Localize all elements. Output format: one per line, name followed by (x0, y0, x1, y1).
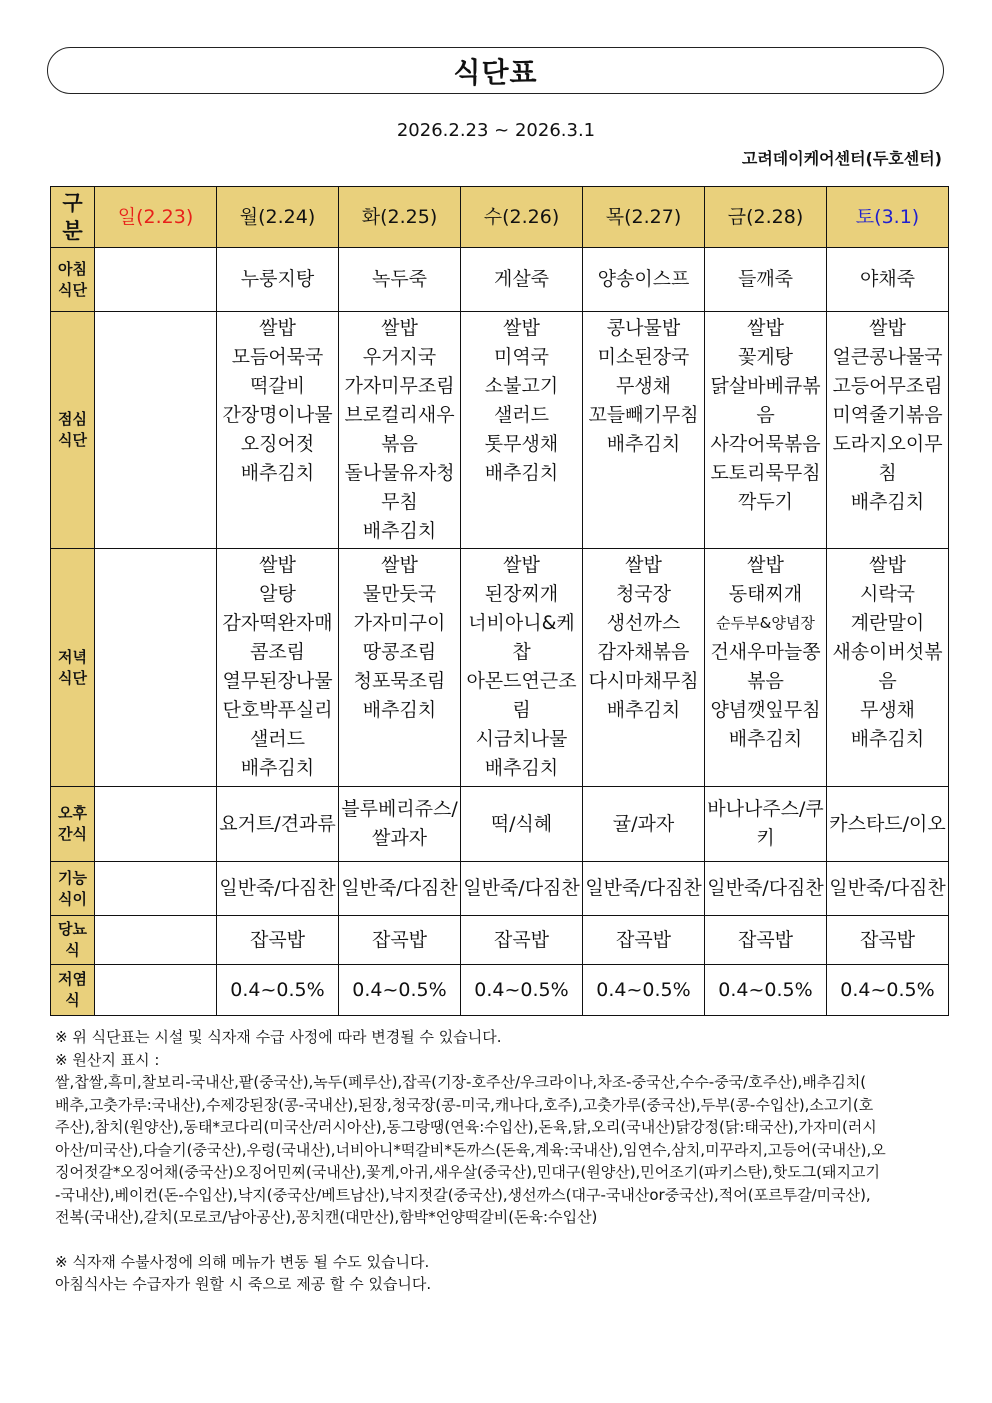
menu-item: 알탕 (259, 583, 296, 605)
menu-item: 물만둣국 (362, 583, 437, 605)
menu-item: 쌀밥 (503, 554, 540, 576)
menu-item: 미역줄기볶음 (832, 404, 943, 426)
dinner-cell (339, 549, 461, 787)
menu-item: 쌀밥 (503, 317, 540, 339)
menu-item: 음 (756, 404, 775, 426)
menu-item: 쌀밥 (869, 554, 906, 576)
menu-item: 쌀밥 (747, 554, 784, 576)
lunch-cell (461, 312, 583, 549)
dinner-cell (95, 549, 217, 787)
supply-notice: ※ 식자재 수불사정에 의해 메뉴가 변동 될 수도 있습니다. (55, 1252, 430, 1271)
menu-item: 무생채 (615, 375, 672, 397)
snack-item: 바나나주스/쿠 (707, 798, 824, 820)
row-breakfast (51, 248, 949, 312)
menu-item: 순두부&양념장 (716, 614, 815, 632)
diabetic-cell: 잡곡밥 (705, 916, 827, 965)
snack-cell (95, 787, 217, 862)
breakfast-cell: 게살죽 (461, 248, 583, 312)
menu-item: 꼬들빼기무침 (588, 404, 699, 426)
menu-item: 배추김치 (850, 491, 925, 513)
row-label-texture-diet: 기능 식이 (51, 862, 95, 916)
breakfast-cell: 녹두죽 (339, 248, 461, 312)
menu-item: 계란말이 (850, 612, 925, 634)
menu-item: 배추김치 (606, 699, 681, 721)
row-snack (51, 787, 949, 862)
menu-item: 모듬어묵국 (231, 346, 324, 368)
lunch-cell (705, 312, 827, 549)
menu-item: 닭살바베큐볶 (710, 375, 821, 397)
menu-item: 브로컬리새우 (344, 404, 455, 426)
menu-item: 가자미무조림 (344, 375, 455, 397)
day-header-fri: 금(2.28) (705, 187, 827, 248)
menu-item: 새송이버섯볶 (832, 641, 943, 663)
corner-label (51, 187, 95, 248)
spacer (55, 1229, 945, 1251)
menu-item: 된장찌개 (484, 583, 559, 605)
snack-item: 쌀과자 (371, 827, 428, 849)
snack-cell (461, 787, 583, 862)
texture-cell: 일반죽/다짐찬 (217, 862, 339, 916)
menu-item: 볶음 (747, 670, 784, 692)
day-header-wed: 수(2.26) (461, 187, 583, 248)
breakfast-cell: 누룽지탕 (217, 248, 339, 312)
menu-item: 콤조림 (249, 641, 306, 663)
menu-item: 돌나물유자청 (344, 462, 455, 484)
low-sodium-cell (95, 965, 217, 1016)
snack-cell (217, 787, 339, 862)
menu-item: 건새우마늘쫑 (710, 641, 821, 663)
low-sodium-cell: 0.4~0.5% (339, 965, 461, 1016)
breakfast-notice: 아침식사는 수급자가 원할 시 죽으로 제공 할 수 있습니다. (55, 1275, 432, 1293)
menu-period: 2026.2.23 ~ 2026.3.1 (396, 120, 596, 141)
texture-cell (95, 862, 217, 916)
row-label-snack: 오후 간식 (51, 787, 95, 862)
menu-item: 다시마채무침 (588, 670, 699, 692)
texture-cell: 일반죽/다짐찬 (705, 862, 827, 916)
texture-cell: 일반죽/다짐찬 (339, 862, 461, 916)
snack-cell (339, 787, 461, 862)
menu-item: 찹 (512, 641, 531, 663)
page-title: 식단표 (453, 55, 538, 89)
snack-cell (827, 787, 949, 862)
menu-item: 청포묵조림 (353, 670, 446, 692)
diabetic-cell: 잡곡밥 (461, 916, 583, 965)
row-label-dinner: 저녁 식단 (51, 549, 95, 787)
diabetic-cell (95, 916, 217, 965)
menu-item: 너비아니&케 (468, 612, 575, 634)
snack-item: 키 (756, 827, 775, 849)
lunch-cell (95, 312, 217, 549)
menu-item: 볶음 (381, 433, 418, 455)
diabetic-cell: 잡곡밥 (339, 916, 461, 965)
snack-item: 카스타드/이오 (829, 812, 946, 835)
menu-item: 음 (878, 670, 897, 692)
row-dinner (51, 549, 949, 787)
menu-item: 배추김치 (606, 433, 681, 455)
menu-item: 소불고기 (484, 375, 559, 397)
low-sodium-cell: 0.4~0.5% (583, 965, 705, 1016)
row-label-diabetic: 당뇨 식 (51, 916, 95, 965)
menu-item: 배추김치 (240, 462, 315, 484)
menu-item: 간장명이나물 (222, 404, 333, 426)
texture-cell: 일반죽/다짐찬 (827, 862, 949, 916)
menu-item: 열무된장나물 (222, 670, 333, 692)
row-label-lunch: 점심 식단 (51, 312, 95, 549)
menu-item: 도토리묵무침 (710, 462, 821, 484)
dinner-cell (217, 549, 339, 787)
menu-item: 고등어무조림 (832, 375, 943, 397)
snack-item: 귤/과자 (612, 812, 675, 835)
menu-item: 쌀밥 (747, 317, 784, 339)
snack-cell (583, 787, 705, 862)
day-header-sun: 일(2.23) (95, 187, 217, 248)
menu-item: 감자떡완자매 (222, 612, 333, 634)
diabetic-cell: 잡곡밥 (217, 916, 339, 965)
snack-item: 떡/식혜 (490, 812, 553, 835)
menu-item: 쌀밥 (381, 554, 418, 576)
menu-item: 떡갈비 (249, 375, 306, 397)
menu-item: 땅콩조림 (362, 641, 437, 663)
menu-item: 톳무생채 (484, 433, 559, 455)
menu-item: 쌀밥 (259, 317, 296, 339)
dinner-cell (583, 549, 705, 787)
origin-line: 주산),참치(원양산),동태*코다리(미국산/러시아산),동그랑땡(연육:수입산),돈육,닭,오리(국내산)닭강정(닭:태국산),가자미(러시 (55, 1118, 877, 1136)
menu-item: 배추김치 (362, 520, 437, 542)
snack-item: 요거트/견과류 (219, 812, 336, 835)
menu-item: 양념깻잎무침 (710, 699, 821, 721)
origin-line: -국내산),베이컨(돈-수입산),낙지(중국산/베트남산),낙지젓갈(중국산),생선까스(대구-국내산or중국산),적어(포르투갈/미국산), (55, 1185, 871, 1204)
menu-item: 쌀밥 (869, 317, 906, 339)
texture-cell: 일반죽/다짐찬 (583, 862, 705, 916)
row-low-sodium (51, 965, 949, 1016)
title-banner (47, 47, 944, 94)
center-name: 고려데이케어센터(두호센터) (741, 149, 942, 168)
row-lunch (51, 312, 949, 549)
menu-item: 배추김치 (484, 757, 559, 779)
menu-item: 꽃게탕 (737, 346, 794, 368)
row-label-low-sodium: 저염 식 (51, 965, 95, 1016)
diabetic-cell: 잡곡밥 (827, 916, 949, 965)
lunch-cell (339, 312, 461, 549)
menu-item: 쌀밥 (259, 554, 296, 576)
dinner-cell (705, 549, 827, 787)
snack-item: 블루베리쥬스/ (341, 798, 458, 820)
notes-section (55, 1026, 945, 1296)
breakfast-cell (95, 248, 217, 312)
menu-item: 동태찌개 (728, 583, 803, 605)
menu-item: 배추김치 (362, 699, 437, 721)
breakfast-cell: 들깨죽 (705, 248, 827, 312)
menu-item: 아몬드연근조 (466, 670, 577, 692)
low-sodium-cell: 0.4~0.5% (217, 965, 339, 1016)
day-header-sat: 토(3.1) (827, 187, 949, 248)
lunch-cell (217, 312, 339, 549)
menu-item: 오징어젓 (240, 433, 315, 455)
low-sodium-cell: 0.4~0.5% (827, 965, 949, 1016)
origin-line: 징어젓갈*오징어채(중국산)오징어민찌(국내산),꽃게,아귀,새우살(중국산),민대구(원양산),민어조기(파키스탄),핫도그(돼지고기 (55, 1163, 880, 1181)
corner-label-line-2: 분 (62, 219, 83, 243)
menu-item: 배추김치 (484, 462, 559, 484)
menu-item: 침 (878, 462, 897, 484)
origin-line: 쌀,찹쌀,흑미,찰보리-국내산,팥(중국산),녹두(페루산),잡곡(기장-호주산/우크라이나,차조-중국산,수수-중국/호주산),배추김치( (55, 1073, 867, 1091)
origin-line: 전복(국내산),갈치(모로코/남아공산),꽁치캔(대만산),함박*언양떡갈비(돈육:수입산) (55, 1208, 598, 1226)
day-header-thu: 목(2.27) (583, 187, 705, 248)
menu-item: 감자채볶음 (597, 641, 690, 663)
row-label-breakfast: 아침 식단 (51, 248, 95, 312)
menu-item: 미역국 (493, 346, 550, 368)
menu-item: 배추김치 (850, 728, 925, 750)
menu-item: 콩나물밥 (606, 317, 681, 339)
menu-item: 생선까스 (606, 612, 681, 634)
origin-title: ※ 원산지 표시 : (55, 1050, 160, 1069)
day-header-mon: 월(2.24) (217, 187, 339, 248)
weekly-menu-table (50, 186, 949, 1016)
menu-item: 무침 (381, 491, 418, 513)
menu-item: 쌀밥 (381, 317, 418, 339)
menu-item: 림 (512, 699, 531, 721)
menu-item: 쌀밥 (625, 554, 662, 576)
lunch-cell (827, 312, 949, 549)
row-diabetic (51, 916, 949, 965)
day-header-tue: 화(2.25) (339, 187, 461, 248)
change-notice: ※ 위 식단표는 시설 및 식자재 수급 사정에 따라 변경될 수 있습니다. (55, 1028, 502, 1046)
origin-line: 아산/미국산),다슬기(중국산),우렁(국내산),너비아니*떡갈비*돈까스(돈육,계육:국내산),임연수,삼치,미꾸라지,고등어(국내산),오 (55, 1140, 886, 1159)
menu-item: 시금치나물 (475, 728, 568, 750)
low-sodium-cell: 0.4~0.5% (705, 965, 827, 1016)
menu-item: 샐러드 (493, 404, 550, 426)
origin-line: 배추,고춧가루:국내산),수제강된장(콩-국내산),된장,청국장(콩-미국,캐나다,호주),고춧가루(중국산),두부(콩-수입산),소고기(호 (55, 1095, 874, 1114)
menu-item: 가자미구이 (353, 612, 446, 634)
menu-item: 얼큰콩나물국 (832, 346, 943, 368)
texture-cell: 일반죽/다짐찬 (461, 862, 583, 916)
lunch-cell (583, 312, 705, 549)
breakfast-cell: 야채죽 (827, 248, 949, 312)
snack-cell (705, 787, 827, 862)
menu-item: 우거지국 (362, 346, 437, 368)
diabetic-cell: 잡곡밥 (583, 916, 705, 965)
low-sodium-cell: 0.4~0.5% (461, 965, 583, 1016)
menu-item: 청국장 (615, 583, 672, 605)
menu-item: 단호박푸실리 (222, 699, 333, 721)
menu-item: 깍두기 (737, 491, 794, 513)
menu-item: 시락국 (859, 583, 916, 605)
menu-item: 배추김치 (728, 728, 803, 750)
menu-item: 배추김치 (240, 757, 315, 779)
menu-item: 도라지오이무 (832, 433, 943, 455)
menu-item: 무생채 (859, 699, 916, 721)
dinner-cell (461, 549, 583, 787)
menu-item: 미소된장국 (597, 346, 690, 368)
menu-item: 사각어묵볶음 (710, 433, 821, 455)
dinner-cell (827, 549, 949, 787)
corner-label-line-1: 구 (62, 191, 83, 215)
row-texture-diet (51, 862, 949, 916)
day-header-row (51, 187, 949, 248)
menu-item: 샐러드 (249, 728, 306, 750)
breakfast-cell: 양송이스프 (583, 248, 705, 312)
